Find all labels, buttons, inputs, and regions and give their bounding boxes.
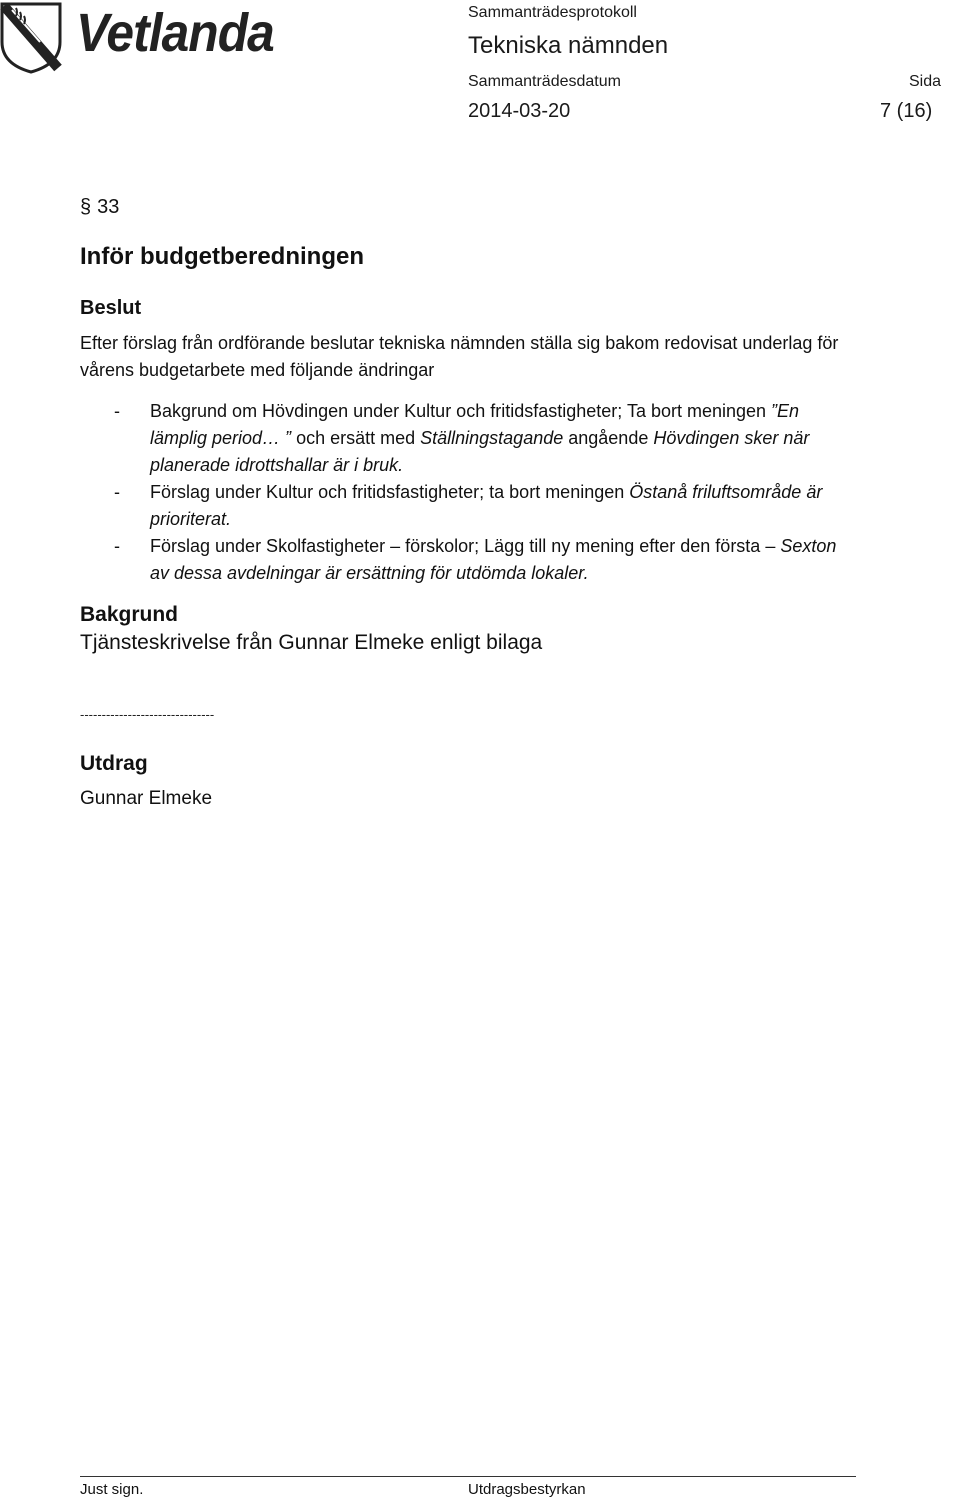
list-item: [80, 479, 850, 533]
footer-rule: [80, 1476, 856, 1477]
item-quote: ”En lämplig period… ”: [150, 401, 800, 448]
item-text: Förslag under Skolfastigheter – förskolor; Lägg till ny mening efter den första –: [150, 536, 781, 556]
distribution-heading: Utdrag: [80, 752, 148, 775]
meeting-date: 2014-03-20: [468, 100, 571, 122]
list-dash: -: [114, 401, 120, 421]
date-label: Sammanträdesdatum: [468, 73, 621, 90]
paragraph-number: [80, 196, 850, 219]
municipality-crest-icon: [0, 2, 62, 74]
page-label: Sida: [909, 73, 942, 90]
item-text: och ersätt med: [291, 428, 421, 448]
amendment-list: [80, 398, 850, 587]
section-title: Inför budgetberedningen: [80, 243, 364, 270]
decision-intro: Efter förslag från ordförande beslutar tekniska nämnden ställa sig bakom redovisat underlag för vårens budgetarbete med följande ändringar: [80, 333, 839, 380]
item-text: angående: [563, 428, 654, 448]
item-text: Förslag under Kultur och fritidsfastigheter; ta bort meningen: [150, 482, 630, 502]
document-type: Sammanträdesprotokoll: [468, 4, 637, 21]
list-dash: -: [114, 536, 120, 556]
separator-line: -------------------------------: [80, 707, 215, 722]
decision-heading: Beslut: [80, 297, 142, 319]
section-symbol: §: [80, 196, 92, 218]
item-quote: Sexton av dessa avdelningar är ersättning för utdömda lokaler.: [150, 536, 837, 583]
item-quote: Östanå friluftsområde är prioriterat.: [150, 482, 823, 529]
item-quote: Ställningstagande: [420, 428, 564, 448]
initials-label: Just sign.: [80, 1481, 144, 1498]
committee-name: Tekniska nämnden: [468, 32, 669, 59]
section-number: 33: [97, 196, 120, 218]
item-quote: Hövdingen sker när planerade idrottshallar är i bruk.: [150, 428, 810, 475]
page-number: 7 (16): [880, 100, 933, 122]
item-text: Bakgrund om Hövdingen under Kultur och fritidsfastigheter; Ta bort meningen: [150, 401, 772, 421]
logo-wordmark: Vetlanda: [76, 3, 274, 63]
protocol-body: [80, 196, 850, 810]
list-item: [80, 533, 850, 587]
background-heading: Bakgrund: [80, 603, 179, 626]
list-item: [80, 398, 850, 479]
distribution-recipient: Gunnar Elmeke: [80, 788, 213, 809]
background-text: Tjänsteskrivelse från Gunnar Elmeke enligt bilaga: [80, 631, 543, 654]
extract-certification-label: Utdragsbestyrkan: [468, 1481, 586, 1498]
list-dash: -: [114, 482, 120, 502]
